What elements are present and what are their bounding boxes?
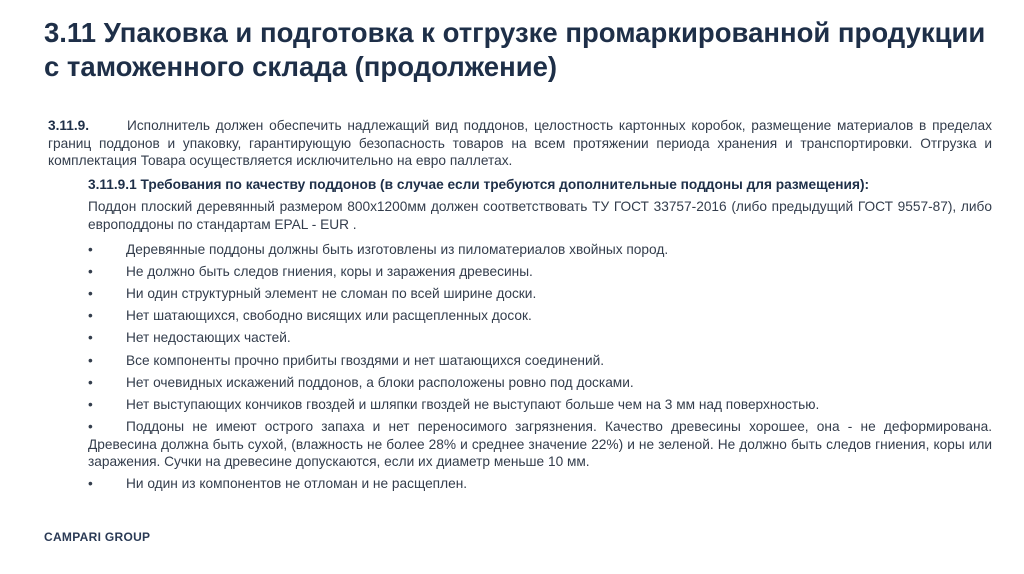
section-3-11-9 bbox=[48, 117, 992, 170]
list-item-text: Ни один структурный элемент не сломан по всей ширине доски. bbox=[126, 285, 537, 301]
bullet-icon: • bbox=[88, 241, 93, 257]
list-item-text: Нет недостающих частей. bbox=[126, 330, 291, 346]
list-item bbox=[88, 352, 992, 370]
list-item bbox=[88, 418, 992, 471]
content-body bbox=[48, 117, 992, 498]
list-item bbox=[88, 475, 992, 493]
bullet-icon: • bbox=[88, 419, 93, 435]
list-item bbox=[88, 241, 992, 259]
bullet-icon: • bbox=[88, 352, 93, 368]
list-item-text: Поддоны не имеют острого запаха и нет переносимого загрязнения. Качество древесины хорошее, она - не деформирована. Древесина должна быть сухой, (влажность не более 28% и среднее значение 22%) и не зеленой. Не должно быть следов гниения, коры или заражения. Сучки на древесине допускаются, если их диаметр меньше 10 мм. bbox=[88, 419, 992, 470]
list-item bbox=[88, 374, 992, 392]
bullet-icon: • bbox=[88, 476, 93, 492]
bullet-icon: • bbox=[88, 308, 93, 324]
list-item bbox=[88, 307, 992, 325]
bullet-icon: • bbox=[88, 374, 93, 390]
list-item-text: Не должно быть следов гниения, коры и заражения древесины. bbox=[126, 263, 533, 279]
subsection-heading: 3.11.9.1 Требования по качеству поддонов (в случае если требуются дополнительные поддоны для размещения): bbox=[88, 176, 870, 192]
section-text: Исполнитель должен обеспечить надлежащий вид поддонов, целостность картонных коробок, размещение материалов в пределах границ поддонов и упаковку, гарантирующую безопасность товаров на всем протяжении периода хранения и транспортировки. Отгрузка и комплектация Товара осуществляется исключительно на евро паллетах. bbox=[48, 118, 992, 169]
list-item-text: Нет очевидных искажений поддонов, а блоки расположены ровно под досками. bbox=[126, 374, 634, 390]
list-item-text: Деревянные поддоны должны быть изготовлены из пиломатериалов хвойных пород. bbox=[126, 241, 669, 257]
bullet-icon: • bbox=[88, 330, 93, 346]
bullet-icon: • bbox=[88, 285, 93, 301]
list-item-text: Нет выступающих кончиков гвоздей и шляпки гвоздей не выступают больше чем на 3 мм над поверхностью. bbox=[126, 396, 820, 412]
subsection-intro: Поддон плоский деревянный размером 800x1200мм должен соответствовать ТУ ГОСТ 33757-2016 (либо предыдущий ГОСТ 9557-87), либо европоддоны по стандартам EPAL - EUR . bbox=[88, 199, 992, 232]
bullet-icon: • bbox=[88, 263, 93, 279]
list-item bbox=[88, 329, 992, 347]
list-item-text: Нет шатающихся, свободно висящих или расщепленных досок. bbox=[126, 308, 532, 324]
list-item bbox=[88, 263, 992, 281]
list-item-text: Все компоненты прочно прибиты гвоздями и нет шатающихся соединений. bbox=[126, 352, 605, 368]
section-number: 3.11.9. bbox=[48, 118, 90, 133]
page-title: 3.11 Упаковка и подготовка к отгрузке промаркированной продукции с таможенного склада (продолжение) bbox=[44, 17, 986, 82]
list-item bbox=[88, 396, 992, 414]
list-item-text: Ни один из компонентов не отломан и не расщеплен. bbox=[126, 476, 468, 492]
campari-group-logo: CAMPARI GROUP bbox=[44, 530, 151, 544]
bullet-icon: • bbox=[88, 396, 93, 412]
list-item bbox=[88, 285, 992, 303]
